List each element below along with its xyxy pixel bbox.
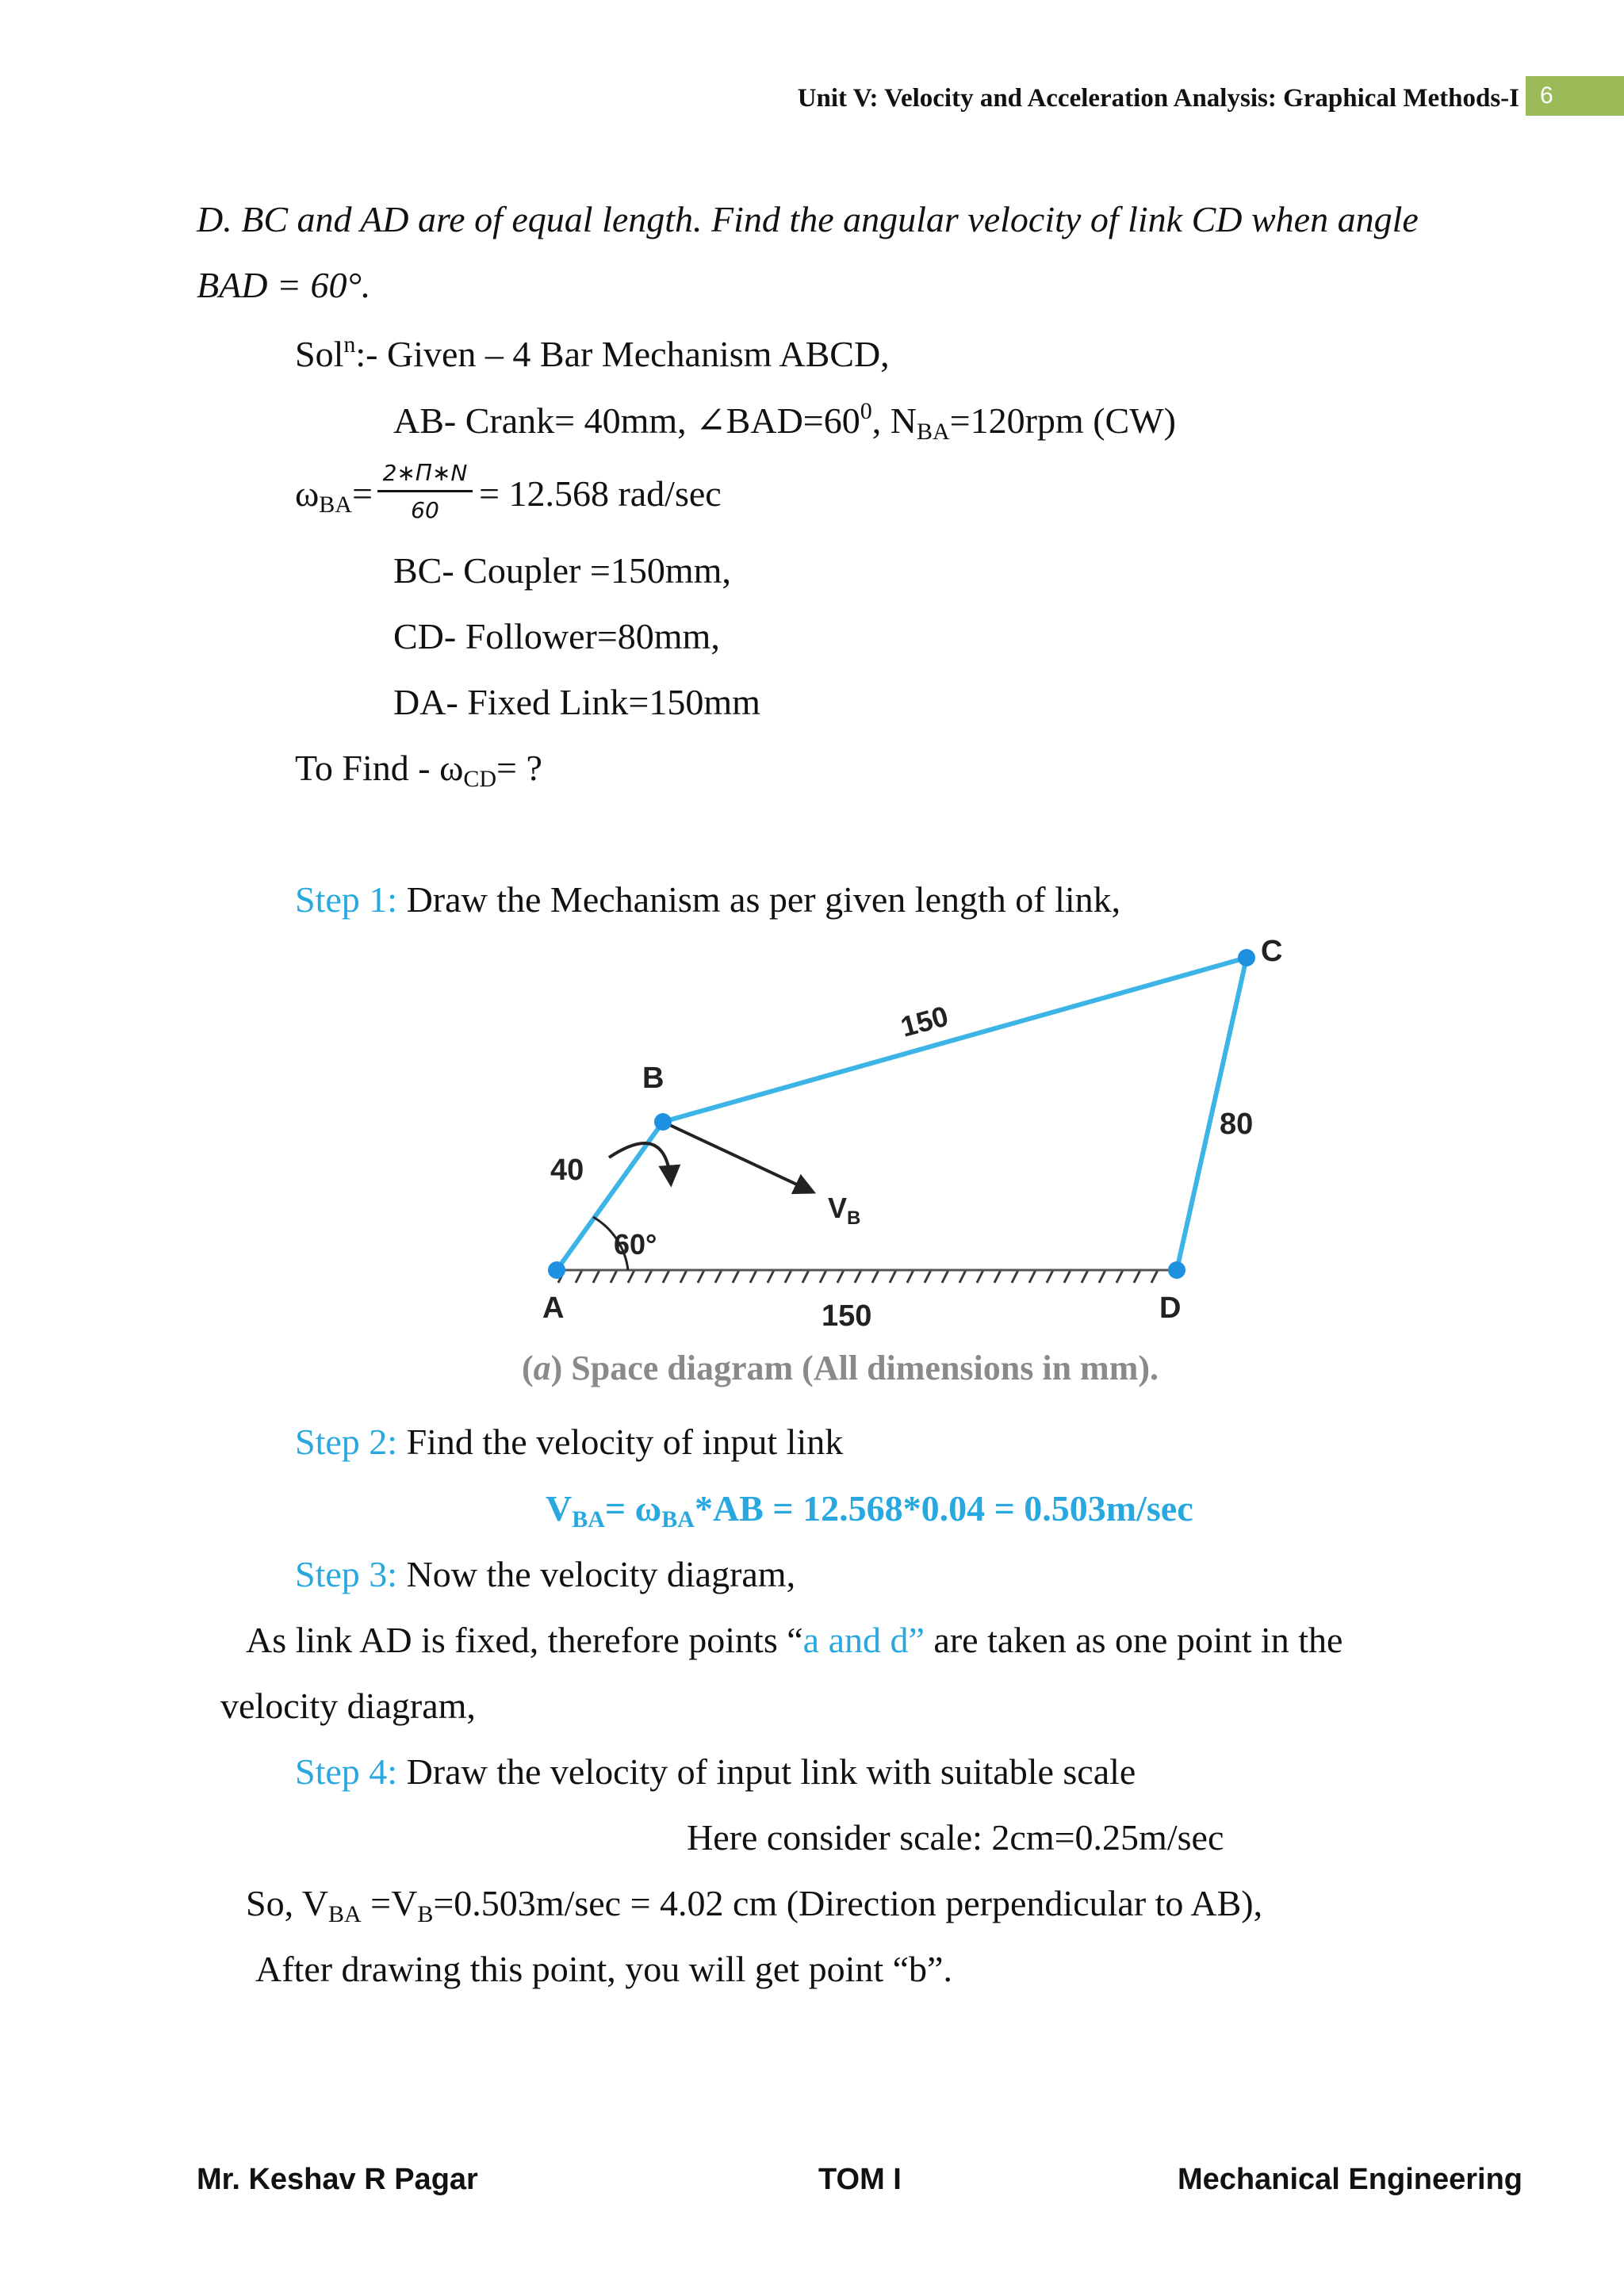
omega-result: = 12.568 rad/sec — [479, 473, 722, 514]
given-coupler: BC- Coupler =150mm, — [393, 550, 731, 591]
vba-result: *AB = 12.568*0.04 = 0.503m/sec — [694, 1488, 1193, 1529]
header-title: Unit V: Velocity and Acceleration Analysis: Graphical Methods-I — [797, 84, 1519, 113]
link-bc — [663, 958, 1247, 1122]
fixed-link-note-cont: velocity diagram, — [220, 1686, 476, 1726]
joint-b — [654, 1113, 672, 1131]
vb-conversion — [246, 1885, 1262, 1927]
velocity-vector-vb — [663, 1122, 812, 1192]
length-cd: 80 — [1220, 1108, 1254, 1141]
rpm-text: =120rpm (CW) — [949, 400, 1176, 441]
so-result: =0.503m/sec = 4.02 cm (Direction perpendicular to AB), — [433, 1883, 1263, 1923]
step-4-label: Step 4: — [295, 1751, 398, 1792]
problem-line-2: BAD = 60°. — [197, 265, 371, 305]
omega-symbol: ω — [295, 473, 320, 514]
vba-sub-1: BA — [572, 1506, 605, 1533]
angle-label: 60° — [614, 1228, 657, 1261]
vba-v: V — [546, 1488, 573, 1529]
step-2-label: Step 2: — [295, 1422, 398, 1462]
n-text: , N — [871, 400, 917, 441]
fixed-note-tail: are taken as one point in the — [924, 1620, 1343, 1660]
step-2 — [295, 1424, 843, 1460]
find-tail: = ? — [496, 748, 542, 788]
fraction-numerator: 2∗Π∗N — [377, 460, 473, 492]
omega-fraction — [377, 460, 473, 524]
step-3 — [295, 1556, 795, 1593]
omega-eq: = — [351, 473, 373, 514]
so-sub-2: B — [417, 1901, 434, 1927]
label-c: C — [1261, 935, 1283, 968]
omega-ba-lhs — [295, 473, 373, 518]
so-sub-1: BA — [327, 1901, 362, 1927]
sol-prefix: Sol — [295, 334, 344, 374]
page-number-badge: 6 — [1526, 76, 1624, 116]
vba-sub-2: BA — [661, 1506, 695, 1533]
given-fixed-link: DA- Fixed Link=150mm — [393, 682, 760, 722]
footer-department: Mechanical Engineering — [1178, 2163, 1522, 2196]
length-bc: 150 — [897, 999, 952, 1043]
sol-sup: n — [343, 331, 356, 358]
fixed-note-highlight: a and d” — [802, 1620, 925, 1660]
to-find — [295, 750, 542, 791]
label-a: A — [542, 1292, 565, 1325]
fixed-note-text: As link AD is fixed, therefore points “ — [246, 1620, 803, 1660]
footer-course: TOM I — [818, 2163, 902, 2196]
vba-omega: = ω — [604, 1488, 662, 1529]
step-3-label: Step 3: — [295, 1554, 398, 1594]
label-b: B — [642, 1062, 665, 1095]
n-sub: BA — [916, 419, 950, 445]
degree-sup: 0 — [860, 398, 872, 424]
ground-hatch — [558, 1270, 1158, 1283]
space-diagram — [508, 840, 1316, 1395]
after-drawing-note: After drawing this point, you will get point “b”. — [255, 1949, 952, 1989]
crank-text: AB- Crank= 40mm, ∠BAD=60 — [393, 400, 860, 441]
joint-d — [1168, 1261, 1185, 1279]
footer-author: Mr. Keshav R Pagar — [197, 2163, 478, 2196]
figure-caption: (a) Space diagram (All dimensions in mm). — [522, 1349, 1159, 1387]
step-3-text: Now the velocity diagram, — [397, 1554, 796, 1594]
given-crank — [393, 400, 1176, 444]
joint-a — [548, 1261, 565, 1279]
solution-given — [295, 333, 890, 373]
step-2-text: Find the velocity of input link — [397, 1422, 844, 1462]
find-sub: CD — [463, 766, 497, 792]
vba-formula — [546, 1490, 1193, 1532]
fixed-link-note — [246, 1622, 1342, 1659]
omega-sub: BA — [319, 492, 352, 518]
step-1-text: Draw the Mechanism as per given length of link, — [397, 879, 1121, 920]
problem-line-1: D. BC and AD are of equal length. Find the angular velocity of link CD when angle — [197, 199, 1419, 239]
given-follower: CD- Follower=80mm, — [393, 616, 720, 656]
scale-note: Here consider scale: 2cm=0.25m/sec — [687, 1817, 1224, 1858]
find-text: To Find - ω — [295, 748, 464, 788]
joint-c — [1238, 949, 1255, 966]
so-eq-v: =V — [361, 1883, 418, 1923]
so-v: So, V — [246, 1883, 328, 1923]
rotation-arrow — [609, 1143, 671, 1183]
step-4 — [295, 1751, 1136, 1792]
length-ab: 40 — [550, 1154, 584, 1187]
step-1-label: Step 1: — [295, 879, 398, 920]
length-ad: 150 — [822, 1299, 872, 1333]
vb-label: $V_B$ — [828, 1192, 861, 1229]
step-4-text: Draw the velocity of input link with suitable scale — [397, 1751, 1136, 1792]
label-d: D — [1159, 1292, 1182, 1325]
fraction-denominator: 60 — [411, 497, 439, 523]
sol-text: :- Given – 4 Bar Mechanism ABCD, — [355, 334, 890, 374]
